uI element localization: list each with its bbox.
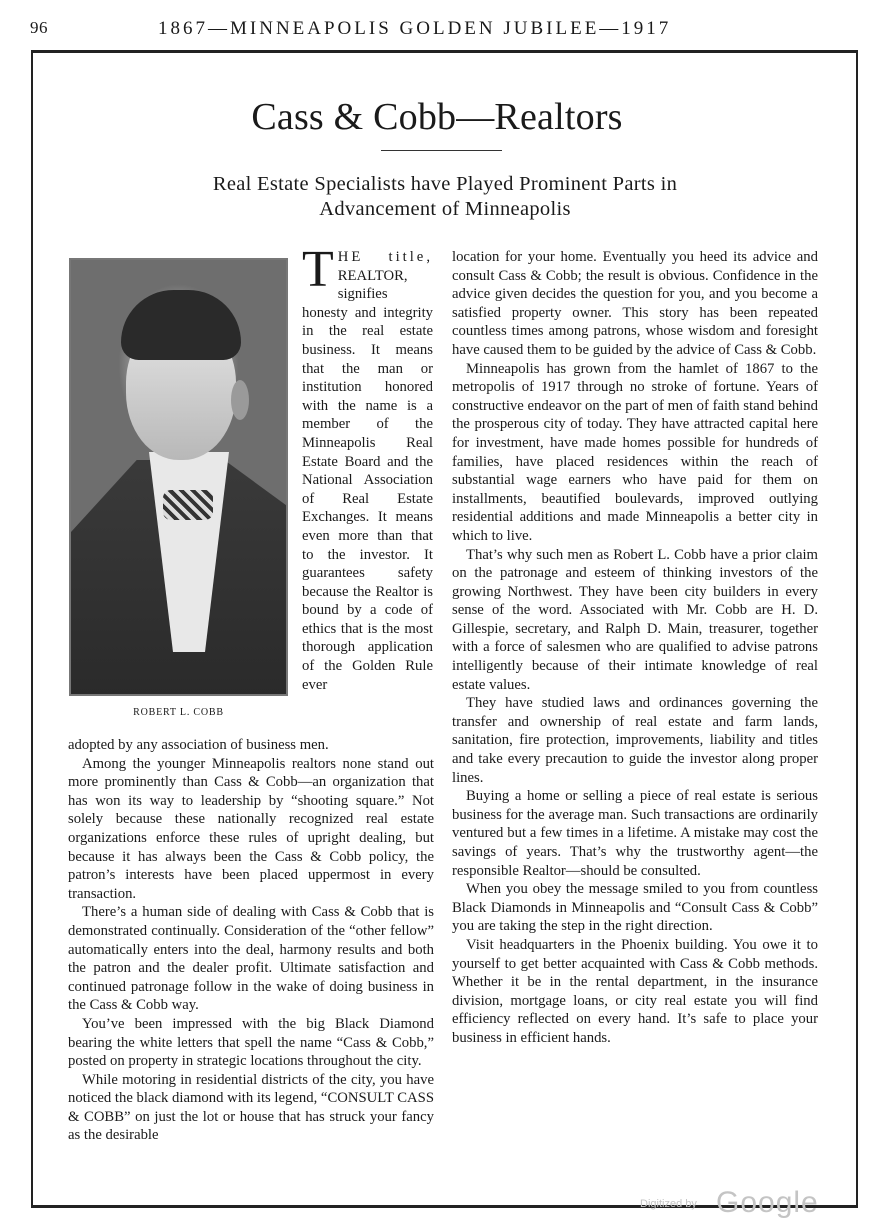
portrait-bowtie [163, 490, 213, 520]
article-title: Cass & Cobb—Realtors [251, 96, 623, 138]
running-head-title: 1867—MINNEAPOLIS GOLDEN JUBILEE—1917 [158, 18, 672, 39]
article-subtitle [100, 172, 790, 222]
right-column [452, 248, 818, 1048]
paragraph: Among the younger Minneapolis realtors none stand out more prominently than Cass & Cobb—an organization that has won its way to leadership by “shooting square.” Not solely because these nationally recognized real estate organizations enforce these rules of upright dealing, but because it has always been the Cass & Cobb policy, the patron’s interests have been placed uppermost in every transaction. [68, 755, 434, 902]
google-logo-icon: Google [716, 1186, 819, 1219]
opening-first-words: HE title, [337, 249, 433, 265]
paragraph: Visit headquarters in the Phoenix building. You owe it to yourself to get better acquainted with Cass & Cobb methods. Whether it be in the rental department, in the insurance division, mortgage loans, or city real estate you will find efficiency reflected on every hand. It’s safe to place your business in efficient hands. [452, 936, 818, 1046]
paragraph: Buying a home or selling a piece of real estate is serious business for the average man. Such transactions are ordinarily ventured but a few times in a lifetime. A mistake may cost the savings of years. That’s why the trustworthy agent—the responsible Realtor—should be consulted. [452, 788, 818, 879]
opening-paragraph [302, 241, 433, 694]
subtitle-line-2: Advancement of Minneapolis [319, 198, 571, 220]
paragraph: You’ve been impressed with the big Black Diamond bearing the white letters that spell the name “Cass & Cobb,” posted on property in strategic locations throughout the city. [68, 1015, 434, 1070]
portrait-ear [231, 380, 249, 420]
paragraph: They have studied laws and ordinances governing the transfer and ownership of real estate and farm lands, sanitation, fire protection, improvements, liability and titles and take every precaution to guide the investor along proper lines. [452, 695, 818, 786]
left-column [68, 736, 434, 1145]
title-divider [381, 150, 502, 151]
paragraph: There’s a human side of dealing with Cass & Cobb that is demonstrated continually. Consideration of the “other fellow” automatically enters into the deal, harmony results and both the patron and the dealer profit. Ultimate satisfaction and continued patronage follow in the wake of doing business in the Cass & Cobb way. [68, 904, 434, 1014]
opening-continued: adopted by any association of business men. [68, 737, 329, 753]
subtitle-line-1: Real Estate Specialists have Played Prominent Parts in [212, 173, 678, 195]
photo-caption: ROBERT L. COBB [133, 707, 224, 718]
paragraph-continued: location for your home. Eventually you heed its advice and consult Cass & Cobb; the result is obvious. Confidence in the advice given decides the question for you, and you become a satisfied property owner. This story has been repeated countless times among patrons, whose wisdom and foresight have caused them to be guided by the advice of Cass & Cobb. [452, 249, 818, 358]
opening-column [302, 241, 433, 694]
paragraph: That’s why such men as Robert L. Cobb have a prior claim on the patronage and esteem of thinking investors of the growing Northwest. They have been city builders in every sense of the word. Associated with Mr. Cobb are H. D. Gillespie, secretary, and Ralph D. Main, treasurer, together with a force of salesmen who are qualified to advise patrons intelligently because of their intimate knowledge of real estate values. [452, 546, 818, 693]
paragraph: Minneapolis has grown from the hamlet of 1867 to the metropolis of 1917 through no stroke of fortune. Years of constructive endeavor on the part of men of faith stand behind the prosperous city of today. They have attracted capital here for investment, have made homes possible for hundreds of families, have placed residences within the reach of substantial wage earners who have paid for them on installments, beautified boulevards, improved outlying residential additions and made Minneapolis a better city in which to live. [452, 360, 818, 544]
digitization-watermark [640, 1186, 819, 1219]
watermark-prefix: Digitized by [640, 1198, 697, 1210]
page-number: 96 [30, 18, 48, 37]
portrait-photo [69, 258, 288, 696]
running-head [0, 18, 874, 48]
paragraph: While motoring in residential districts of the city, you have noticed the black diamond with its legend, “CONSULT CASS & COBB” on just the lot or house that has struck your fancy as the desirable [68, 1071, 434, 1144]
drop-cap: T [302, 241, 334, 298]
paragraph: When you obey the message smiled to you from countless Black Diamonds in Minneapolis and “Consult Cass & Cobb” you are taking the step in the right direction. [452, 881, 818, 935]
opening-text: REALTOR, signifies honesty and integrity in the real estate business. It means that the man or institution honored with the name is a member of the Minneapolis Real Estate Board and the National Association of Real Estate Exchanges. It means even more than that to the investor. It guarantees safety because the Realtor is bound by a code of ethics that is the most thorough application of the Golden Rule ever [302, 267, 433, 693]
portrait-hair [121, 290, 241, 360]
